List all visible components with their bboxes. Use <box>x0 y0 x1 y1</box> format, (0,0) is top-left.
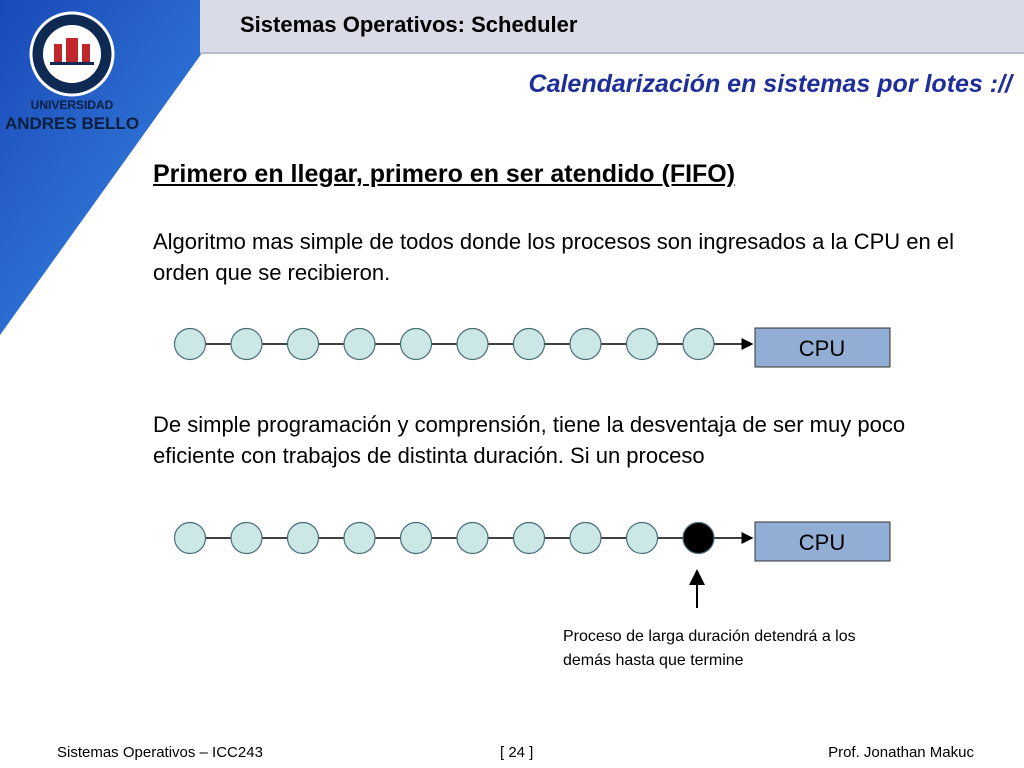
process-node <box>570 329 601 360</box>
logo-line2: ANDRES BELLO <box>4 114 140 133</box>
paragraph-fifo-disadvantage: De simple programación y comprensión, tiene la desventaja de ser muy poco eficiente con trabajos de distinta duración. Si un proceso <box>153 412 906 468</box>
process-node <box>175 329 206 360</box>
footer-page-number: [ 24 ] <box>500 744 534 761</box>
footer-professor: Prof. Jonathan Makuc <box>828 744 974 761</box>
process-node <box>288 523 319 554</box>
footer-course: Sistemas Operativos – ICC243 <box>57 744 263 761</box>
long-process-annotation: Proceso de larga duración detendrá a los demás hasta que termine <box>563 628 856 669</box>
process-node <box>514 329 545 360</box>
logo-line1: UNIVERSIDAD <box>30 98 114 112</box>
process-node <box>627 329 658 360</box>
process-node <box>627 523 658 554</box>
cpu-label-1: CPU <box>798 336 846 361</box>
process-node <box>457 329 488 360</box>
process-node <box>457 523 488 554</box>
long-process-node <box>683 523 714 554</box>
process-node <box>231 329 262 360</box>
process-node <box>401 329 432 360</box>
paragraph-fifo-description: Algoritmo mas simple de todos donde los procesos son ingresados a la CPU en el orden que se recibieron. <box>153 229 954 285</box>
queue-1 <box>175 329 753 360</box>
process-node <box>344 329 375 360</box>
slide-subtitle: Calendarización en sistemas por lotes :// <box>528 70 1012 98</box>
section-title: Primero en llegar, primero en ser atendido (FIFO) <box>153 160 736 188</box>
process-node <box>288 329 319 360</box>
process-node <box>683 329 714 360</box>
slide-header-title: Sistemas Operativos: Scheduler <box>240 12 578 37</box>
process-node <box>570 523 601 554</box>
process-node <box>514 523 545 554</box>
process-node <box>231 523 262 554</box>
process-node <box>175 523 206 554</box>
cpu-label-2: CPU <box>798 530 846 555</box>
queue-2 <box>175 523 753 554</box>
process-node <box>401 523 432 554</box>
process-node <box>344 523 375 554</box>
